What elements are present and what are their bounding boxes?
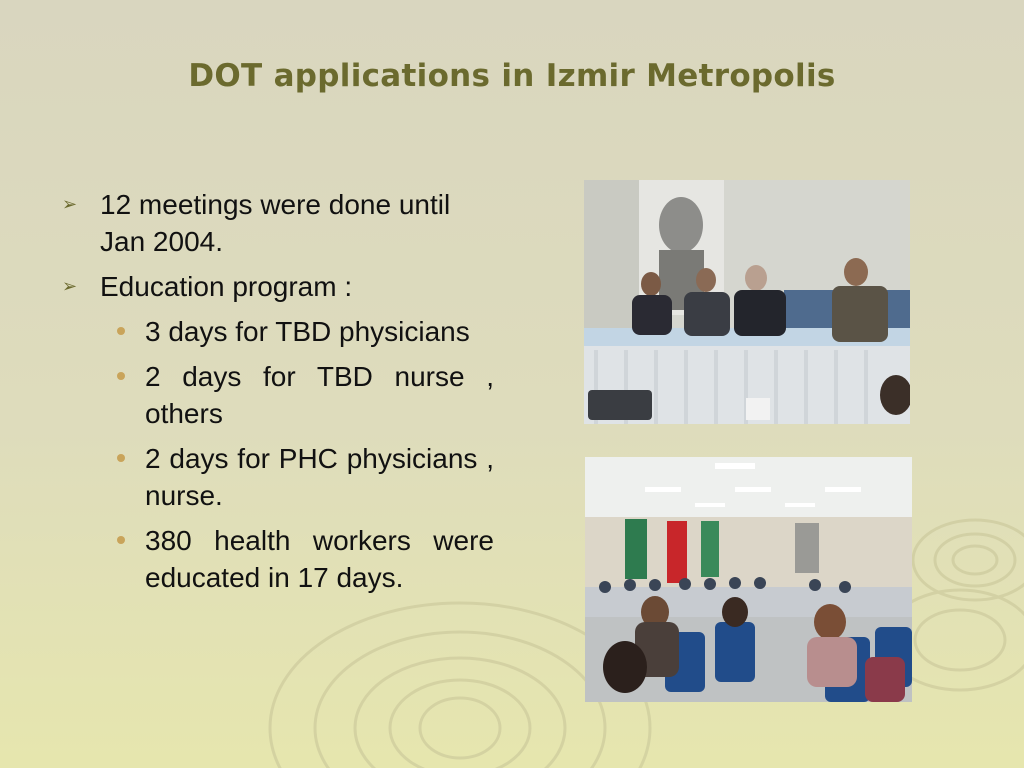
- training-room-photo: [585, 457, 912, 702]
- dot-bullet-icon: [117, 327, 125, 335]
- arrow-bullet-icon: ➢: [62, 276, 78, 296]
- bullet-item: [62, 268, 494, 305]
- sub-bullet-text: 380 health workers were educated in 17 days.: [145, 525, 494, 593]
- sub-bullet-text: 2 days for PHC physicians , nurse.: [145, 443, 494, 511]
- bullet-item: [62, 186, 494, 260]
- bullet-list: [62, 186, 494, 604]
- bullet-text: 12 meetings were done until Jan 2004.: [100, 189, 451, 257]
- sub-bullet-text: 3 days for TBD physicians: [145, 316, 470, 347]
- dot-bullet-icon: [117, 454, 125, 462]
- slide-title: DOT applications in Izmir Metropolis: [188, 58, 836, 94]
- dot-bullet-icon: [117, 536, 125, 544]
- sub-bullet-item: [62, 358, 494, 432]
- sub-bullet-item: [62, 522, 494, 596]
- dot-bullet-icon: [117, 372, 125, 380]
- sub-bullet-item: [62, 313, 494, 350]
- meeting-panel-photo: [584, 180, 910, 424]
- arrow-bullet-icon: ➢: [62, 194, 78, 214]
- sub-bullet-item: [62, 440, 494, 514]
- sub-bullet-text: 2 days for TBD nurse , others: [145, 361, 494, 429]
- bullet-text: Education program :: [100, 271, 353, 302]
